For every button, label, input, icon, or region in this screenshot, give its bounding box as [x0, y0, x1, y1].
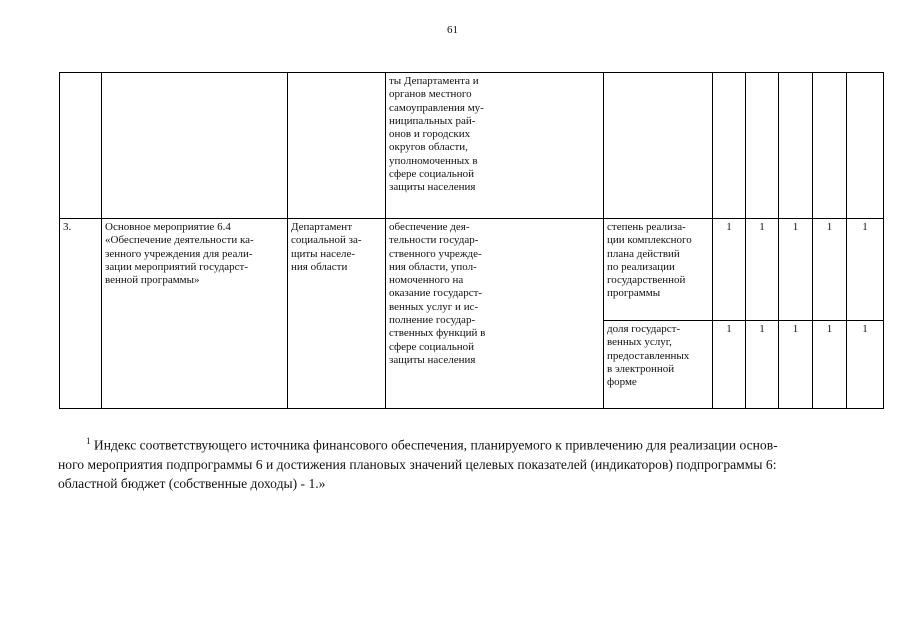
- cell-indicator-value: 1: [779, 219, 813, 321]
- footnote-line-2: ного мероприятия подпрограммы 6 и достижения плановых значений целевых показателей (индикаторов) подпрограммы 6:: [58, 456, 777, 472]
- cell-indicator-value: 1: [713, 321, 746, 409]
- cell-event-empty: [102, 73, 288, 219]
- cell-value-empty: [779, 73, 813, 219]
- cell-value-empty: [847, 73, 884, 219]
- cell-number-empty: [60, 73, 102, 219]
- cell-indicator-value: 1: [713, 219, 746, 321]
- footnote-line-1: [86, 432, 884, 455]
- cell-indicator-value: 1: [779, 321, 813, 409]
- cell-indicator-value: 1: [813, 321, 847, 409]
- cell-indicator-value: 1: [746, 219, 779, 321]
- cell-indicator-value: 1: [847, 219, 884, 321]
- footnote-line-3: областной бюджет (собственные доходы) - 1.»: [58, 475, 326, 491]
- cell-executor-empty: [288, 73, 386, 219]
- cell-value-empty: [746, 73, 779, 219]
- cell-indicator-value: 1: [746, 321, 779, 409]
- page-number: 61: [447, 24, 458, 36]
- cell-expected-result: обеспечение дея- тельности государ- ственного учрежде- ния области, упол- номоченного на оказание государст- венных услуг и ис- полнение государ- ственных функций в сфере социальной защиты населения: [386, 219, 604, 409]
- cell-row-number: 3.: [60, 219, 102, 409]
- footnote: [58, 432, 884, 493]
- cell-event-name: Основное мероприятие 6.4 «Обеспечение деятельности ка- зенного учреждения для реали- зации мероприятий государст- венной программы»: [102, 219, 288, 409]
- cell-value-empty: [813, 73, 847, 219]
- footnote-marker: 1: [86, 436, 91, 446]
- cell-indicator-value: 1: [847, 321, 884, 409]
- cell-value-empty: [713, 73, 746, 219]
- program-events-table: [59, 72, 884, 409]
- table-row-3: [60, 219, 884, 321]
- cell-executor: Департамент социальной за- щиты населе- ния области: [288, 219, 386, 409]
- footnote-text-1: Индекс соответствующего источника финансового обеспечения, планируемого к привлечению для реализации основ-: [90, 437, 778, 453]
- table-row-continuation: [60, 73, 884, 219]
- cell-indicator-empty: [604, 73, 713, 219]
- cell-indicator-value: 1: [813, 219, 847, 321]
- cell-indicator-name: степень реализа- ции комплексного плана действий по реализации государственной программы: [604, 219, 713, 321]
- cell-indicator-name: доля государст- венных услуг, предоставленных в электронной форме: [604, 321, 713, 409]
- cell-result-continuation: ты Департамента и органов местного самоуправления му- ниципальных рай- онов и городских округов области, уполномоченных в сфере социальной защиты населения: [386, 73, 604, 219]
